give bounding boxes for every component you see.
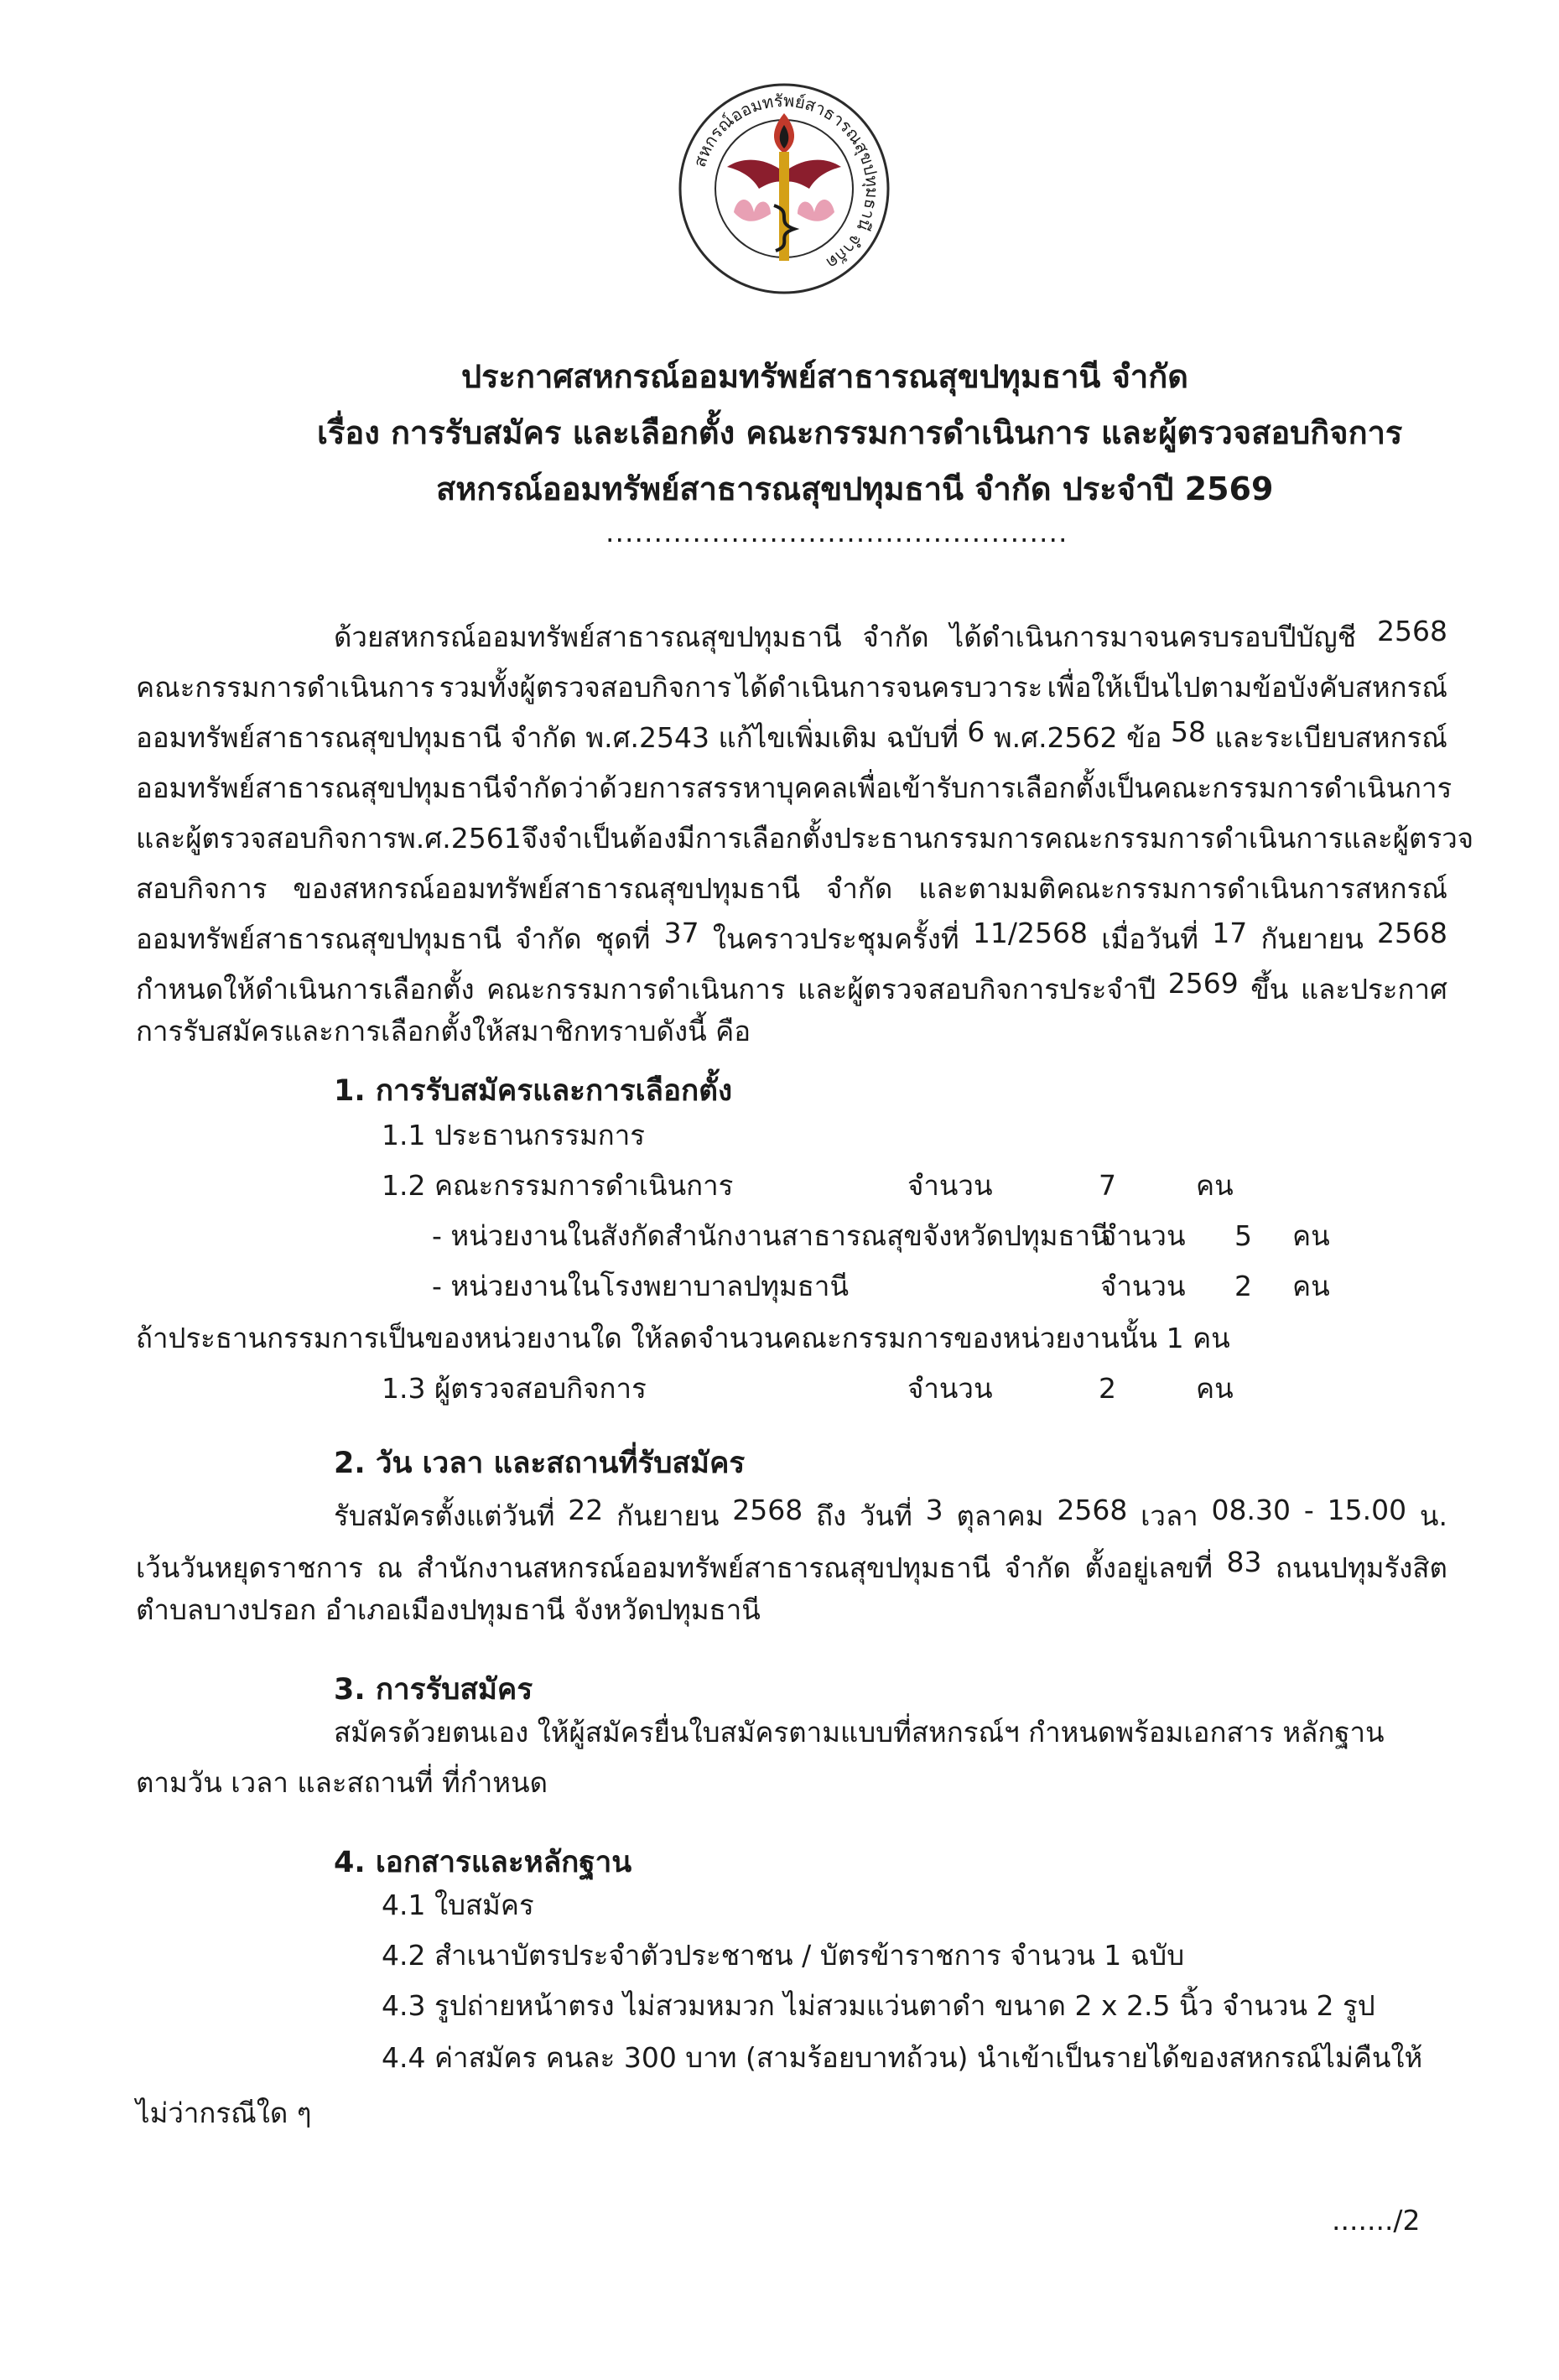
- s1-sub-hospital: - หน่วยงานในโรงพยาบาลปทุมธานี: [432, 1270, 850, 1302]
- word: รวมทั้งผู้ตรวจสอบกิจการ: [439, 671, 732, 704]
- s1-sub2-count: 2: [1234, 1270, 1252, 1302]
- word: ออมทรัพย์สาธารณสุขปทุมธานี: [136, 772, 502, 804]
- word: ชุดที่: [595, 922, 651, 955]
- word: 83: [1226, 1546, 1262, 1578]
- word: พ.ศ.2543: [585, 721, 710, 754]
- word: ได้ดำเนินการจนครบวาระ: [735, 671, 1043, 704]
- word: จำกัด: [515, 922, 582, 955]
- word: จำกัด: [862, 621, 929, 653]
- word: รับสมัครตั้งแต่วันที่: [334, 1499, 555, 1532]
- word: 15.00: [1327, 1494, 1407, 1526]
- word: ข้อ: [1126, 721, 1162, 754]
- word: พ.ศ.2562: [993, 721, 1118, 754]
- s1-item-auditor: 1.3 ผู้ตรวจสอบกิจการ: [382, 1372, 647, 1405]
- word: ฉบับที่: [886, 721, 959, 754]
- s1-item-chairman: 1.1 ประธานกรรมการ: [382, 1119, 646, 1151]
- word: ด้วยสหกรณ์ออมทรัพย์สาธารณสุขปทุมธานี: [334, 621, 842, 653]
- word: วันที่: [859, 1499, 912, 1532]
- word: สำนักงานสหกรณ์ออมทรัพย์สาธารณสุขปทุมธานี: [416, 1551, 991, 1584]
- s1-auditor-count: 2: [1099, 1372, 1116, 1405]
- s1-auditor-count-label: จำนวน: [907, 1372, 993, 1405]
- word: กันยายน: [616, 1499, 720, 1532]
- s1-sub1-count: 5: [1234, 1219, 1252, 1252]
- word: คณะกรรมการดำเนินการ: [486, 973, 786, 1006]
- word: 17: [1212, 917, 1248, 949]
- section-2-title: 2. วัน เวลา และสถานที่รับสมัคร: [334, 1447, 746, 1480]
- word: น.: [1419, 1499, 1447, 1532]
- word: ออมทรัพย์สาธารณสุขปทุมธานี: [136, 922, 502, 955]
- text-line: [136, 715, 1447, 760]
- announcement-title: ประกาศสหกรณ์ออมทรัพย์สาธารณสุขปทุมธานี จำกัด: [461, 358, 1188, 395]
- word: ตุลาคม: [956, 1499, 1044, 1532]
- word: กำหนดให้ดำเนินการเลือกตั้ง: [136, 973, 475, 1006]
- s1-sub2-unit: คน: [1292, 1270, 1330, 1302]
- word: สอบกิจการ: [136, 872, 268, 905]
- section-1-title: 1. การรับสมัครและการเลือกตั้ง: [334, 1074, 733, 1108]
- word: 11/2568: [972, 917, 1088, 949]
- word: 22: [568, 1494, 604, 1526]
- word: -: [1303, 1494, 1314, 1526]
- s4-item-fee-continued: ไม่ว่ากรณีใด ๆ: [136, 2097, 312, 2129]
- word: พ.ศ.2561: [398, 822, 522, 855]
- s1-sub1-count-label: จำนวน: [1100, 1219, 1186, 1252]
- announcement-subject: เรื่อง การรับสมัคร และเลือกตั้ง คณะกรรมการดำเนินการ และผู้ตรวจสอบกิจการ: [317, 414, 1403, 451]
- word: คณะกรรมการดำเนินการและผู้ตรวจ: [1044, 822, 1474, 855]
- text-line: [136, 816, 1474, 860]
- word: ในคราวประชุมครั้งที่: [712, 922, 959, 955]
- text-line: [136, 766, 1452, 810]
- s1-committee-count-label: จำนวน: [907, 1169, 993, 1202]
- word: คณะกรรมการดำเนินการ: [136, 671, 435, 704]
- cooperative-logo: [675, 80, 893, 298]
- word: ขึ้น: [1250, 973, 1289, 1006]
- word: จำกัด: [1004, 1551, 1071, 1584]
- word: ประธานกรรมการ: [834, 822, 1045, 855]
- word: แก้ไขเพิ่มเติม: [718, 721, 878, 754]
- word: ตั้งอยู่เลขที่: [1084, 1551, 1213, 1584]
- s1-committee-unit: คน: [1196, 1169, 1234, 1202]
- word: และระเบียบสหกรณ์: [1214, 721, 1447, 754]
- word: และตามมติคณะกรรมการดำเนินการสหกรณ์: [918, 872, 1447, 905]
- text-line: [136, 1546, 1447, 1590]
- section-3-title: 3. การรับสมัคร: [334, 1673, 533, 1707]
- word: จำกัด: [826, 872, 893, 905]
- s1-sub1-unit: คน: [1292, 1219, 1330, 1252]
- section-4-title: 4. เอกสารและหลักฐาน: [334, 1846, 632, 1879]
- s1-auditor-unit: คน: [1196, 1372, 1234, 1405]
- word: ออมทรัพย์สาธารณสุขปทุมธานี: [136, 721, 502, 754]
- word: เมื่อวันที่: [1101, 922, 1198, 955]
- word: จำกัด: [510, 721, 577, 754]
- word: 2569: [1167, 967, 1239, 1000]
- word: 58: [1170, 715, 1206, 748]
- text-line: [136, 665, 1447, 709]
- word: การสรรหาบุคคลเพื่อเข้ารับการเลือกตั้งเป็นคณะกรรมการดำเนินการ: [648, 772, 1452, 804]
- word: ของสหกรณ์ออมทรัพย์สาธารณสุขปทุมธานี: [293, 872, 801, 905]
- word: ถนนปทุมรังสิต: [1275, 1551, 1447, 1584]
- word: 3: [925, 1494, 943, 1526]
- text-line: [334, 615, 1447, 659]
- s1-sub2-count-label: จำนวน: [1100, 1270, 1186, 1302]
- word: และผู้ตรวจสอบกิจการประจำปี: [798, 973, 1156, 1006]
- word: 37: [663, 917, 699, 949]
- word: 2568: [1057, 1494, 1128, 1526]
- s4-item-fee: 4.4 ค่าสมัคร คนละ 300 บาท (สามร้อยบาทถ้วน) นำเข้าเป็นรายได้ของสหกรณ์ไม่คืนให้: [382, 2041, 1423, 2074]
- intro-last-line: การรับสมัครและการเลือกตั้งให้สมาชิกทราบดังนี้ คือ: [136, 1015, 751, 1047]
- text-line: [136, 866, 1447, 911]
- s1-sub-provincial-office: - หน่วยงานในสังกัดสำนักงานสาธารณสุขจังหวัดปทุมธานี: [432, 1219, 1109, 1252]
- word: จำกัด: [501, 772, 569, 804]
- s1-item-committee: 1.2 คณะกรรมการดำเนินการ: [382, 1169, 734, 1202]
- svg-text:สหกรณ์ออมทรัพย์สาธารณสุขปทุมธา: สหกรณ์ออมทรัพย์สาธารณสุขปทุมธานี จำกัด: [689, 90, 883, 274]
- title-divider: ................................................: [605, 516, 1068, 548]
- next-page-marker: ......./2: [1332, 2204, 1421, 2237]
- s4-item-application-form: 4.1 ใบสมัคร: [382, 1889, 534, 1921]
- word: 2568: [732, 1494, 803, 1526]
- word: 2568: [1377, 615, 1447, 647]
- text-line: [136, 967, 1447, 1011]
- word: ได้ดำเนินการมาจนครบรอบปีบัญชี: [949, 621, 1357, 653]
- word: เพื่อให้เป็นไปตามข้อบังคับสหกรณ์: [1047, 671, 1447, 704]
- announcement-year-line: สหกรณ์ออมทรัพย์สาธารณสุขปทุมธานี จำกัด ประจำปี 2569: [436, 470, 1274, 507]
- word: เว้นวันหยุดราชการ: [136, 1551, 363, 1584]
- s4-item-photo: 4.3 รูปถ่ายหน้าตรง ไม่สวมหมวก ไม่สวมแว่นตาดำ ขนาด 2 x 2.5 นิ้ว จำนวน 2 รูป: [382, 1989, 1375, 2022]
- s3-line-2: ตามวัน เวลา และสถานที่ ที่กำหนด: [136, 1766, 548, 1799]
- word: จึงจำเป็นต้องมีการเลือกตั้ง: [521, 822, 834, 855]
- s4-item-id-copy: 4.2 สำเนาบัตรประจำตัวประชาชน / บัตรข้าราชการ จำนวน 1 ฉบับ: [382, 1939, 1185, 1972]
- word: และผู้ตรวจสอบกิจการ: [136, 822, 398, 855]
- s3-line-1: สมัครด้วยตนเอง ให้ผู้สมัครยื่นใบสมัครตามแบบที่สหกรณ์ฯ กำหนดพร้อมเอกสาร หลักฐาน: [334, 1716, 1385, 1749]
- word: 08.30: [1211, 1494, 1291, 1526]
- text-line: [136, 917, 1447, 961]
- s1-chairman-note: ถ้าประธานกรรมการเป็นของหน่วยงานใด ให้ลดจำนวนคณะกรรมการของหน่วยงานนั้น 1 คน: [136, 1322, 1230, 1354]
- s1-committee-count: 7: [1099, 1169, 1116, 1202]
- text-line: [334, 1494, 1447, 1538]
- word: ถึง: [816, 1499, 847, 1532]
- word: ณ: [377, 1551, 403, 1584]
- word: 2568: [1377, 917, 1447, 949]
- word: กันยายน: [1260, 922, 1364, 955]
- word: และประกาศ: [1300, 973, 1447, 1006]
- word: ว่าด้วย: [568, 772, 649, 804]
- word: เวลา: [1141, 1499, 1198, 1532]
- s2-address-line: ตำบลบางปรอก อำเภอเมืองปทุมธานี จังหวัดปทุมธานี: [136, 1593, 761, 1626]
- word: 6: [967, 715, 985, 748]
